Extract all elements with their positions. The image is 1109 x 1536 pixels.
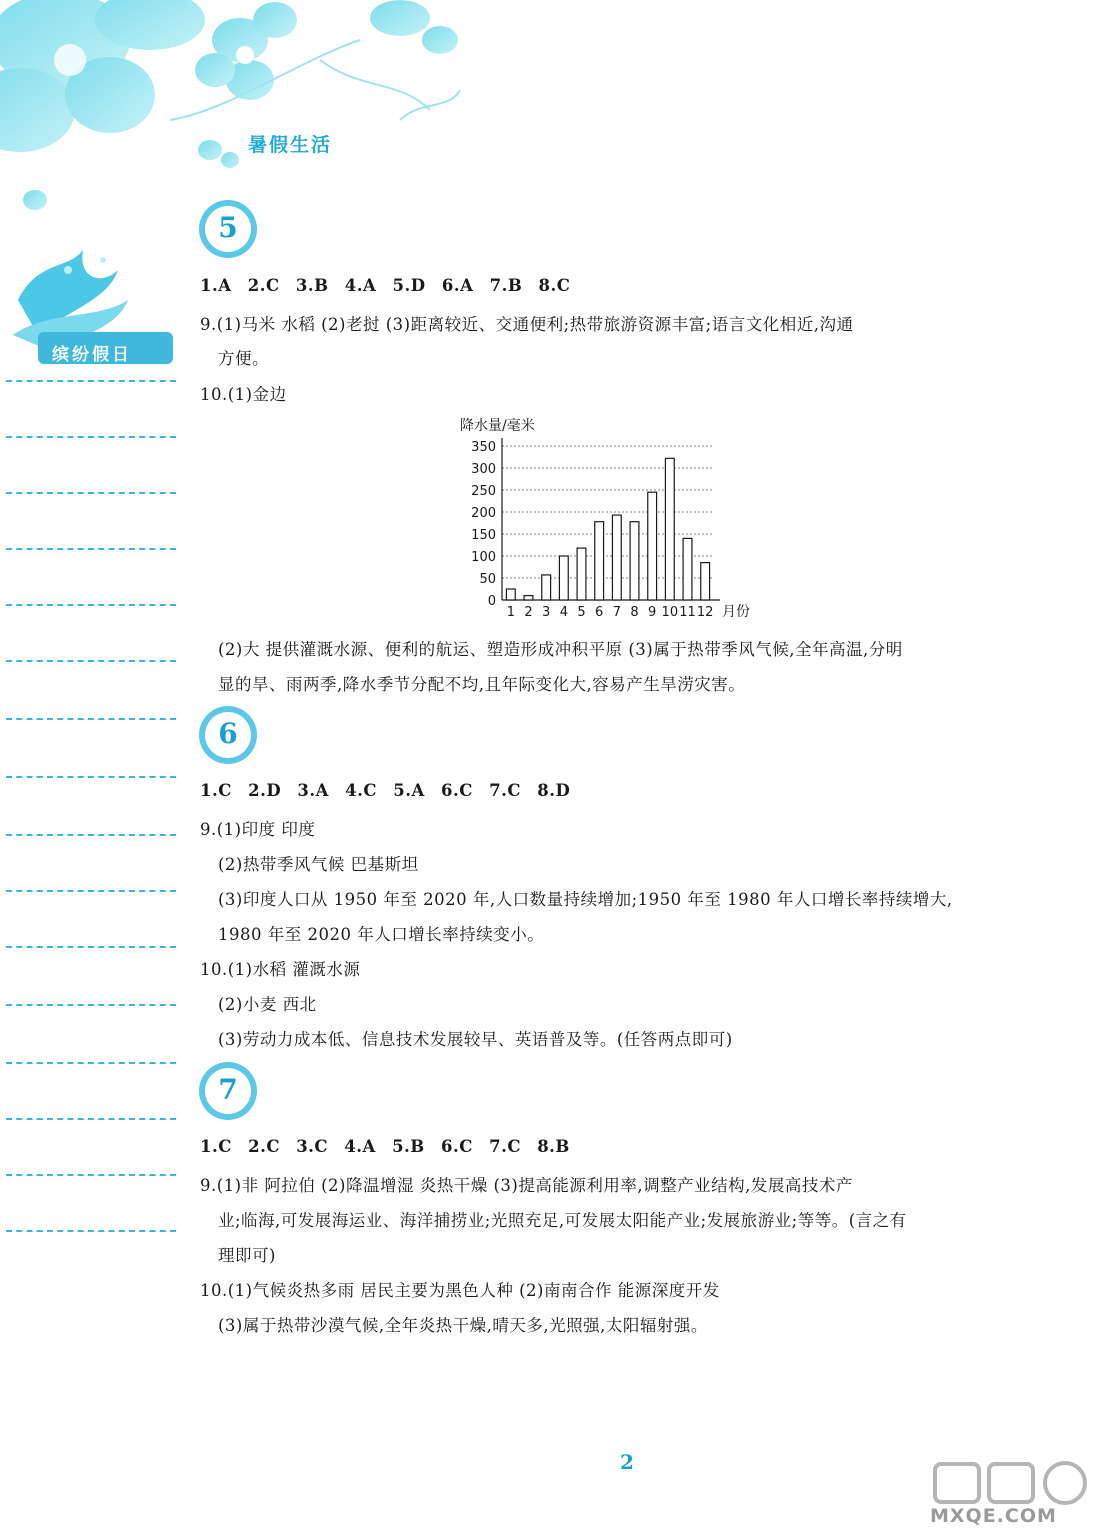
section-7-choice-answers: 1.C 2.C 3.C 4.A 5.B 6.C 7.C 8.B <box>200 1137 570 1156</box>
bar-month-11 <box>683 538 692 600</box>
x-tick-label: 12 <box>696 605 714 620</box>
bar-month-1 <box>506 589 515 600</box>
y-tick-label: 0 <box>487 594 496 609</box>
section-5-line: 9.(1)马米 水稻 (2)老挝 (3)距离较近、交通便利;热带旅游资源丰富;语言文化相近,沟通 <box>200 315 854 334</box>
y-tick-label: 200 <box>471 506 496 521</box>
section-6-line: (3)印度人口从 1950 年至 2020 年,人口数量持续增加;1950 年至 1980 年人口增长率持续增大, <box>218 890 953 909</box>
section-7-line: (3)属于热带沙漠气候,全年炎热干燥,晴天多,光照强,太阳辐射强。 <box>218 1316 708 1335</box>
x-tick-label: 6 <box>595 605 604 620</box>
y-tick-label: 150 <box>471 528 496 543</box>
y-tick-label: 100 <box>471 550 496 565</box>
section-7-line: 业;临海,可发展海运业、海洋捕捞业;光照充足,可发展太阳能产业;发展旅游业;等等。(言之有 <box>218 1211 907 1230</box>
section-6-line: (2)热带季风气候 巴基斯坦 <box>218 855 419 874</box>
bar-month-10 <box>665 458 674 600</box>
y-tick-label: 50 <box>479 572 496 587</box>
section-6-line: 9.(1)印度 印度 <box>200 820 316 839</box>
section-6-line: 10.(1)水稻 灌溉水源 <box>200 960 361 979</box>
precipitation-bar-chart <box>450 410 770 625</box>
header-title: 暑假生活 <box>248 134 333 156</box>
section-5-line: 显的旱、雨两季,降水季节分配不均,且年际变化大,容易产生旱涝灾害。 <box>218 675 746 694</box>
x-tick-label: 4 <box>559 605 568 620</box>
bar-month-3 <box>542 575 551 600</box>
y-tick-label: 350 <box>471 440 496 455</box>
section-6-line: 1980 年至 2020 年人口增长率持续变小。 <box>218 925 545 944</box>
watermark-text: MXQE.COM <box>930 1505 1057 1527</box>
section-6-number: 6 <box>218 717 238 750</box>
bar-month-2 <box>524 596 533 600</box>
x-tick-label: 3 <box>542 605 551 620</box>
section-7-line: 10.(1)气候炎热多雨 居民主要为黑色人种 (2)南南合作 能源深度开发 <box>200 1281 720 1300</box>
section-5-number: 5 <box>218 211 238 244</box>
section-7-number: 7 <box>218 1073 238 1106</box>
section-5-line: 10.(1)金边 <box>200 385 287 404</box>
x-axis-label: 月份 <box>722 604 750 620</box>
y-axis-label: 降水量/毫米 <box>460 418 535 434</box>
section-7-line: 9.(1)非 阿拉伯 (2)降温增湿 炎热干燥 (3)提高能源利用率,调整产业结构,发展高技术产 <box>200 1176 853 1195</box>
bar-month-6 <box>595 522 604 600</box>
section-6-line: (3)劳动力成本低、信息技术发展较早、英语普及等。(任答两点即可) <box>218 1030 733 1049</box>
bar-month-12 <box>701 563 710 600</box>
page-number: 2 <box>620 1450 634 1474</box>
x-tick-label: 11 <box>679 605 696 620</box>
sidebar-badge-label: 缤纷假日 <box>52 345 132 365</box>
bar-month-9 <box>648 492 657 600</box>
section-5-choice-answers: 1.A 2.C 3.B 4.A 5.D 6.A 7.B 8.C <box>200 276 571 295</box>
section-6-line: (2)小麦 西北 <box>218 995 317 1014</box>
x-tick-label: 1 <box>506 605 515 620</box>
section-5-line: 方便。 <box>218 349 269 368</box>
bar-month-8 <box>630 522 639 600</box>
x-tick-label: 5 <box>577 605 586 620</box>
x-tick-label: 10 <box>661 605 679 620</box>
x-tick-label: 9 <box>648 605 657 620</box>
x-tick-label: 2 <box>524 605 533 620</box>
x-tick-label: 7 <box>612 605 621 620</box>
bar-month-7 <box>612 515 621 600</box>
bar-month-4 <box>559 556 568 600</box>
section-6-choice-answers: 1.C 2.D 3.A 4.C 5.A 6.C 7.C 8.D <box>200 781 571 800</box>
x-tick-label: 8 <box>630 605 639 620</box>
y-tick-label: 300 <box>471 462 496 477</box>
y-tick-label: 250 <box>471 484 496 499</box>
section-7-line: 理即可) <box>218 1246 276 1265</box>
bar-month-5 <box>577 548 586 600</box>
section-5-line: (2)大 提供灌溉水源、便利的航运、塑造形成冲积平原 (3)属于热带季风气候,全年高温,分明 <box>218 640 903 659</box>
